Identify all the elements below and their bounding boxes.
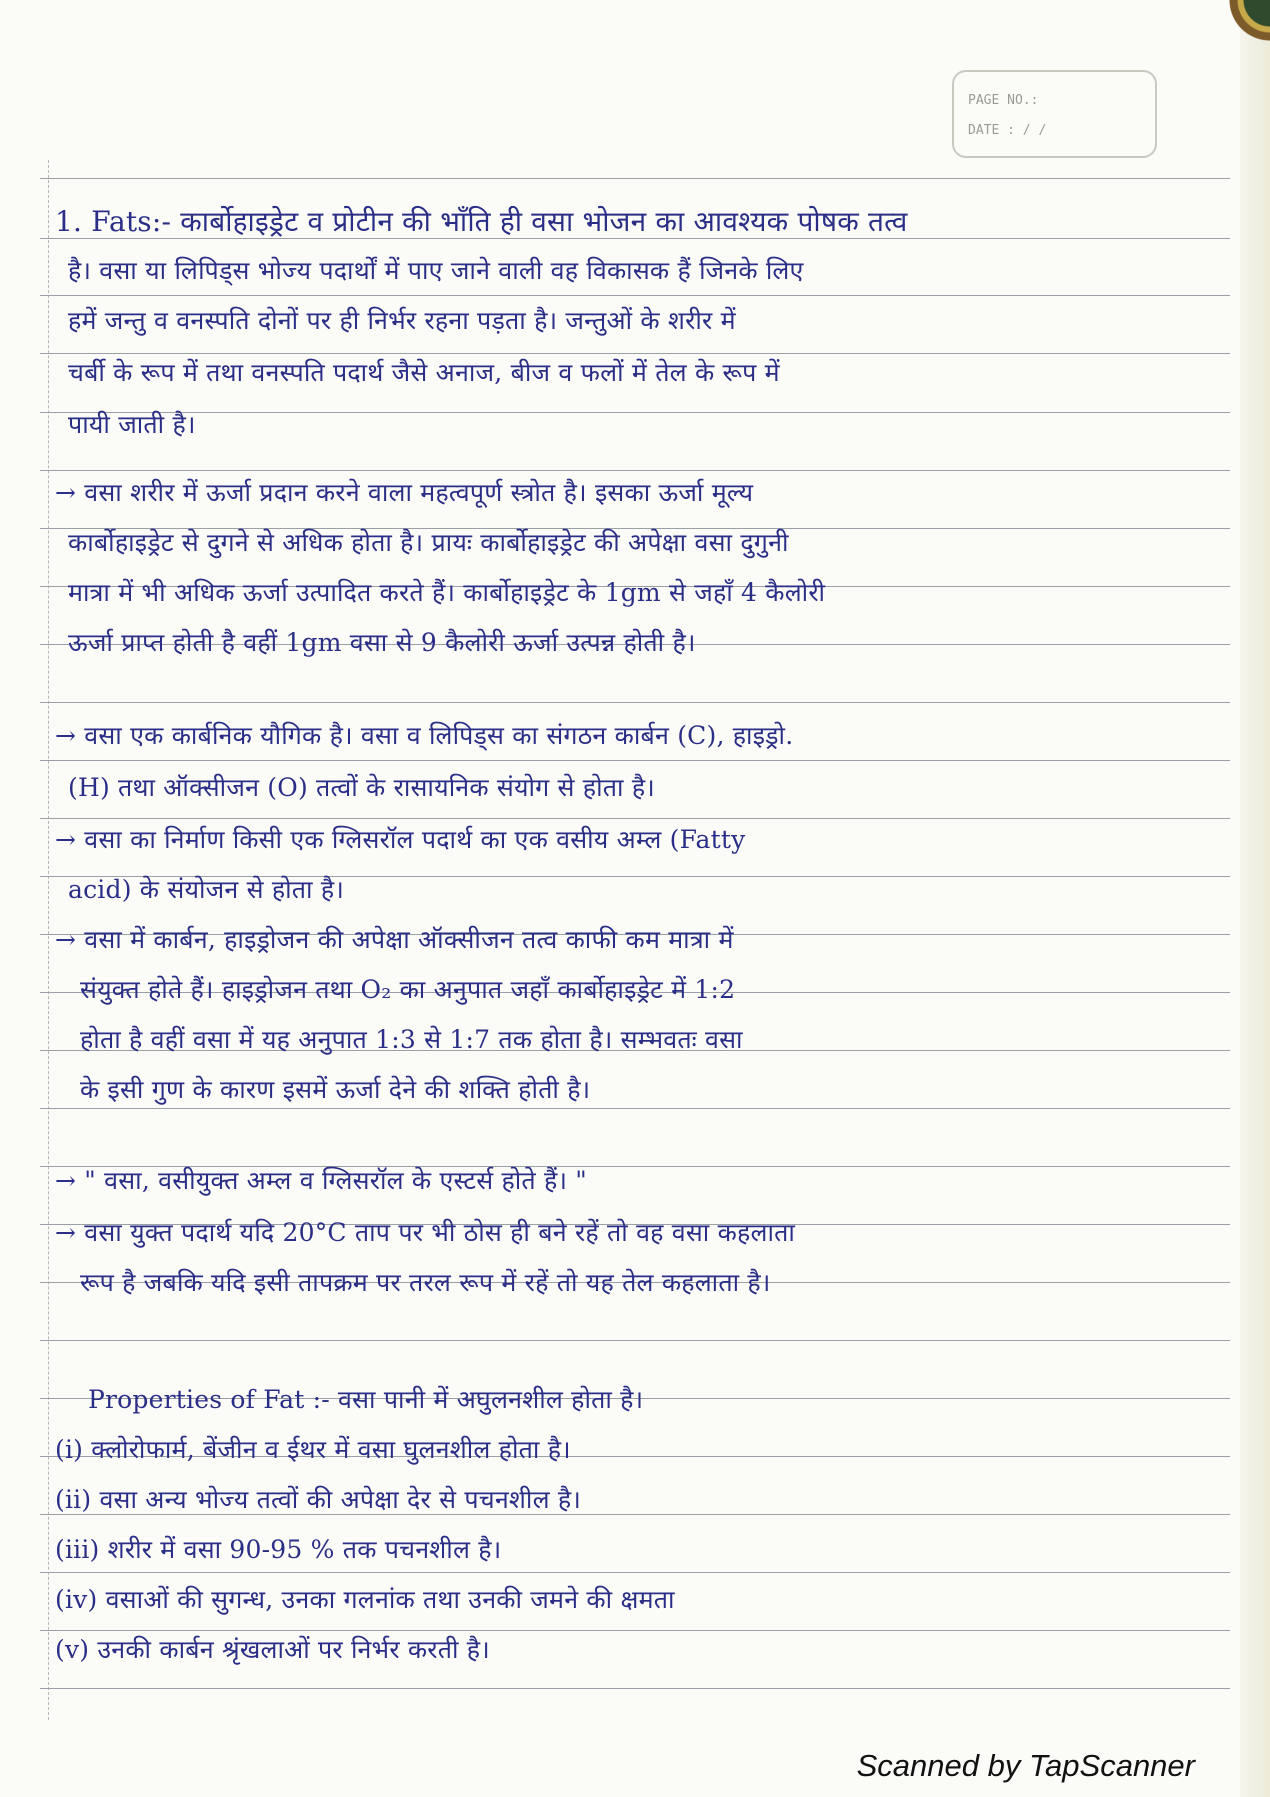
fats-heading-line: 1. Fats:- कार्बोहाइड्रेट व प्रोटीन की भाँति ही वसा भोजन का आवश्यक पोषक तत्व [55, 205, 908, 238]
text-line: → वसा का निर्माण किसी एक ग्लिसरॉल पदार्थ का एक वसीय अम्ल (Fatty [55, 825, 746, 854]
ruled-line [40, 818, 1230, 819]
ruled-line [40, 1108, 1230, 1109]
ruled-line [40, 353, 1230, 354]
text-line: → वसा युक्त पदार्थ यदि 20°C ताप पर भी ठोस ही बने रहें तो वह वसा कहलाता [55, 1218, 796, 1247]
scanner-watermark: Scanned by TapScanner [856, 1748, 1195, 1783]
ruled-line [40, 412, 1230, 413]
text-line: के इसी गुण के कारण इसमें ऊर्जा देने की शक्ति होती है। [80, 1075, 591, 1104]
text-line: कार्बोहाइड्रेट से दुगने से अधिक होता है। प्रायः कार्बोहाइड्रेट की अपेक्षा वसा दुगुनी [68, 528, 789, 557]
page-number-label: PAGE NO.: [968, 93, 1039, 108]
ruled-line [40, 1688, 1230, 1689]
properties-heading-line: Properties of Fat :- वसा पानी में अघुलनशील होता है। [88, 1385, 644, 1414]
ruled-line [40, 760, 1230, 761]
margin-line [48, 160, 49, 1720]
text-line: संयुक्त होते हैं। हाइड्रोजन तथा O₂ का अनुपात जहाँ कार्बोहाइड्रेट में 1:2 [80, 975, 736, 1004]
corner-decoration [1210, 0, 1270, 90]
page-binding-edge [1240, 0, 1270, 1797]
text-line: → वसा एक कार्बनिक यौगिक है। वसा व लिपिड्स का संगठन कार्बन (C), हाइड्रो. [55, 721, 794, 750]
list-item: (i) क्लोरोफार्म, बेंजीन व ईथर में वसा घुलनशील होता है। [55, 1435, 571, 1464]
list-item: (v) उनकी कार्बन श्रृंखलाओं पर निर्भर करती है। [55, 1635, 490, 1664]
text-line: पायी जाती है। [68, 410, 196, 439]
ruled-line [40, 295, 1230, 296]
text-line: (H) तथा ऑक्सीजन (O) तत्वों के रासायनिक संयोग से होता है। [68, 773, 655, 802]
text-line: → वसा में कार्बन, हाइड्रोजन की अपेक्षा ऑक्सीजन तत्व काफी कम मात्रा में [55, 925, 734, 954]
text-line: हमें जन्तु व वनस्पति दोनों पर ही निर्भर रहना पड़ता है। जन्तुओं के शरीर में [68, 306, 736, 335]
ruled-line [40, 702, 1230, 703]
text-line: acid) के संयोजन से होता है। [68, 875, 345, 904]
ruled-line [40, 1630, 1230, 1631]
ruled-line [40, 470, 1230, 471]
list-item: (ii) वसा अन्य भोज्य तत्वों की अपेक्षा देर से पचनशील है। [55, 1485, 582, 1514]
ruled-line [40, 1572, 1230, 1573]
ruled-line [40, 178, 1230, 179]
text-line: → वसा शरीर में ऊर्जा प्रदान करने वाला महत्वपूर्ण स्त्रोत है। इसका ऊर्जा मूल्य [55, 478, 754, 507]
page-date-box [952, 70, 1157, 158]
text-line: है। वसा या लिपिड्स भोज्य पदार्थों में पाए जाने वाली वह विकासक हैं जिनके लिए [68, 256, 804, 285]
text-line: होता है वहीं वसा में यह अनुपात 1:3 से 1:7 तक होता है। सम्भवतः वसा [80, 1025, 743, 1054]
text-line: मात्रा में भी अधिक ऊर्जा उत्पादित करते हैं। कार्बोहाइड्रेट के 1gm से जहाँ 4 कैलोरी [68, 578, 826, 607]
text-line: चर्बी के रूप में तथा वनस्पति पदार्थ जैसे अनाज, बीज व फलों में तेल के रूप में [68, 358, 780, 387]
text-line: रूप है जबकि यदि इसी तापक्रम पर तरल रूप में रहें तो यह तेल कहलाता है। [80, 1268, 771, 1297]
text-line: → " वसा, वसीयुक्त अम्ल व ग्लिसरॉल के एस्टर्स होते हैं। " [55, 1166, 588, 1195]
list-item: (iv) वसाओं की सुगन्ध, उनका गलनांक तथा उनकी जमने की क्षमता [55, 1585, 675, 1614]
ruled-line [40, 1340, 1230, 1341]
text-line: ऊर्जा प्राप्त होती है वहीं 1gm वसा से 9 कैलोरी ऊर्जा उत्पन्न होती है। [68, 628, 696, 657]
list-item: (iii) शरीर में वसा 90-95 % तक पचनशील है। [55, 1535, 502, 1564]
date-label: DATE : / / [968, 123, 1047, 138]
